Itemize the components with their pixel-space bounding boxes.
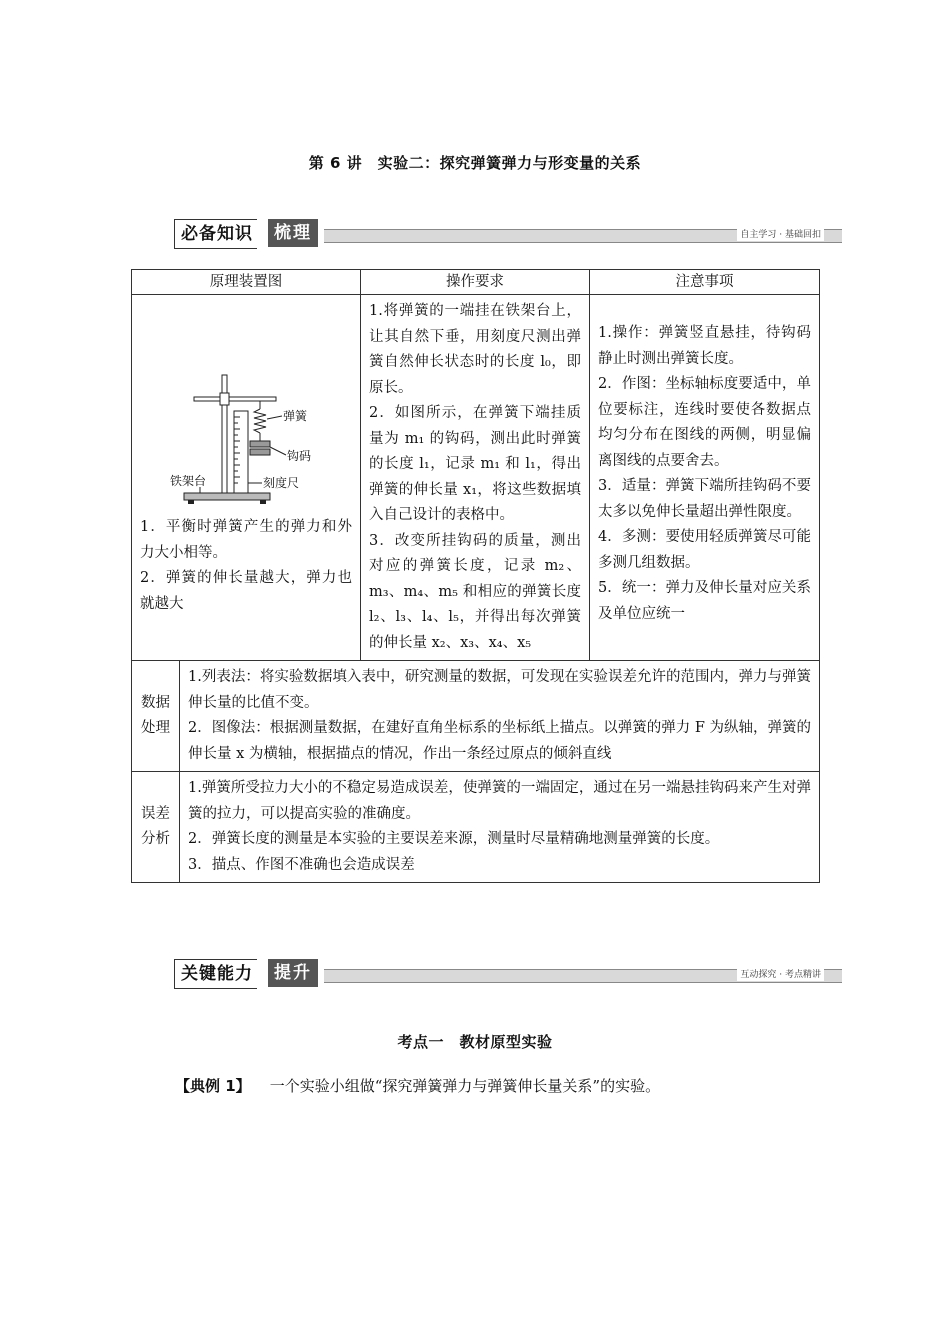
section-banner-ability: [174, 959, 842, 989]
note-2: 2．作图：坐标轴标度要适中，单位要标注，连线时要使各数据点均匀分布在图线的两侧，明显偏离图线的点要舍去。: [598, 376, 811, 469]
note-3: 3．适量：弹簧下端所挂钩码不要太多以免伸长量超出弹性限度。: [598, 478, 811, 520]
data-processing-label: [132, 661, 180, 772]
example-1: [175, 1075, 660, 1096]
table-row-main: [132, 295, 820, 661]
clamp: [220, 393, 229, 405]
note-5: 5．统一：弹力及伸长量对应关系及单位应统一: [598, 580, 811, 622]
banner-subtitle: 自主学习 · 基础回扣: [737, 229, 824, 241]
label-spring: 弹簧: [283, 409, 308, 423]
banner-highlight: 提升: [268, 959, 318, 987]
note-4: 4．多测：要使用轻质弹簧尽可能多测几组数据。: [598, 529, 811, 571]
error-analysis-3: 3．描点、作图不准确也会造成误差: [188, 856, 415, 873]
operation-1: 1.将弹簧的一端挂在铁架台上，让其自然下垂，用刻度尺测出弹簧自然伸长状态时的长度 l₀，即原长。: [369, 303, 581, 396]
spring: [254, 409, 266, 433]
data-processing-1: 1.列表法：将实验数据填入表中，研究测量的数据，可发现在实验误差允许的范围内，弹力与弹簧伸长量的比值不变。: [188, 669, 811, 711]
data-processing-content: [180, 661, 820, 772]
leader-weight: [270, 447, 286, 455]
data-processing-2: 2．图像法：根据测量数据，在建好直角坐标系的坐标纸上描点。以弹簧的弹力 F 为纵轴，弹簧的伸长量 x 为横轴，根据描点的情况，作出一条经过原点的倾斜直线: [188, 720, 812, 762]
principle-1: 1．平衡时弹簧产生的弹力和外力大小相等。: [140, 519, 352, 561]
base-foot-right: [260, 500, 266, 504]
base-foot-left: [188, 500, 194, 504]
apparatus-diagram: [170, 369, 330, 509]
example-text: 一个实验小组做“探究弹簧弹力与弹簧伸长量关系”的实验。: [269, 1077, 661, 1095]
note-1: 1.操作：弹簧竖直悬挂，待钩码静止时测出弹簧长度。: [598, 325, 811, 367]
data-processing-label-2: 处理: [141, 720, 170, 736]
error-analysis-label: [132, 772, 180, 883]
base-plate: [184, 493, 270, 500]
section-title: 考点一 教材原型实验: [397, 1033, 553, 1051]
example-tag: 【典例 1】: [175, 1077, 251, 1095]
principle-cell: [132, 295, 361, 661]
banner-subtitle: 互动探究 · 考点精讲: [737, 969, 824, 981]
operation-2: 2．如图所示，在弹簧下端挂质量为 m₁ 的钩码，测出此时弹簧的长度 l₁，记录 m₁ 和 l₁，得出弹簧的伸长量 x₁，将这些数据填入自己设计的表格中。: [369, 405, 581, 523]
principle-2: 2．弹簧的伸长量越大，弹力也就越大: [140, 570, 352, 612]
banner-label: 必备知识: [174, 219, 257, 249]
notes-cell: [590, 295, 820, 661]
leader-spring: [267, 416, 282, 419]
table-header-row: [132, 270, 820, 295]
error-analysis-label-1: 误差: [141, 805, 170, 822]
operation-cell: [361, 295, 590, 661]
error-analysis-content: [180, 772, 820, 883]
header-notes: 注意事项: [590, 270, 820, 295]
error-analysis-2: 2．弹簧长度的测量是本实验的主要误差来源，测量时尽量精确地测量弹簧的长度。: [188, 831, 720, 847]
label-weight: 钩码: [287, 449, 312, 463]
stand-arm: [194, 397, 276, 401]
page-title: 第 6 讲 实验二：探究弹簧弹力与形变量的关系: [308, 154, 642, 172]
operation-3: 3．改变所挂钩码的质量，测出对应的弹簧长度，记录 m₂、m₃、m₄、m₅ 和相应的弹簧长度 l₂、l₃、l₄、l₅，并得出每次弹簧的伸长量 x₂、x₃、x₄、x₅: [369, 532, 581, 651]
label-stand: 铁架台: [170, 474, 207, 488]
experiment-table: [131, 269, 820, 883]
header-principle: 原理装置图: [132, 270, 361, 295]
banner-label: 关键能力: [174, 959, 257, 989]
weight-1: [250, 441, 270, 447]
label-ruler: 刻度尺: [263, 476, 300, 490]
data-processing-label-1: 数据: [141, 694, 170, 711]
section-banner-knowledge: [174, 219, 842, 249]
banner-highlight: 梳理: [268, 219, 318, 247]
table-row-data-processing: [132, 661, 820, 772]
header-operation: 操作要求: [361, 270, 590, 295]
table-row-error-analysis: [132, 772, 820, 883]
error-analysis-1: 1.弹簧所受拉力大小的不稳定易造成误差，使弹簧的一端固定，通过在另一端悬挂钩码来产生对弹簧的拉力，可以提高实验的准确度。: [188, 780, 811, 822]
error-analysis-label-2: 分析: [141, 831, 170, 847]
weight-2: [250, 449, 270, 455]
